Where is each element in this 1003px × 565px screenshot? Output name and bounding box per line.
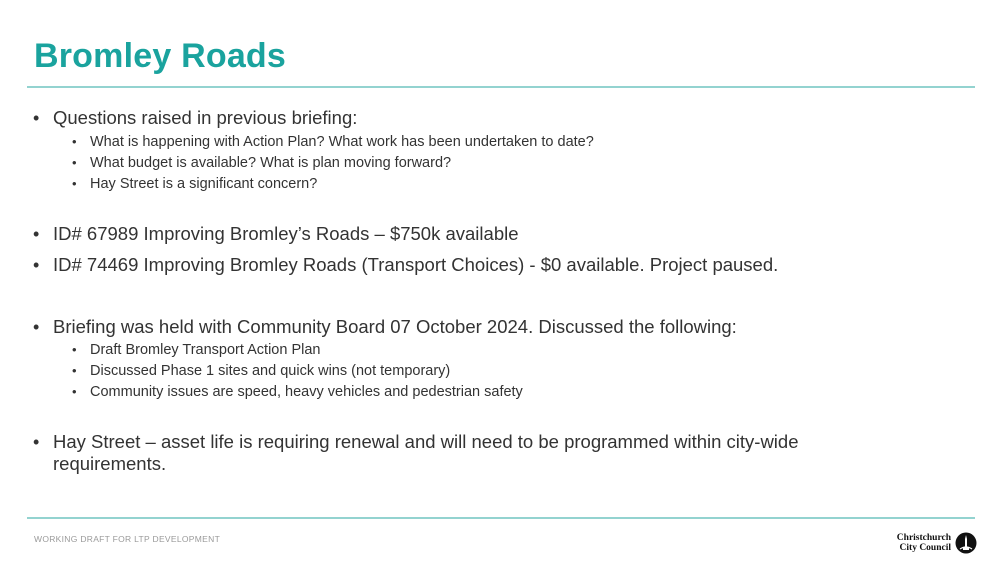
- sub-bullet-item: [72, 341, 872, 359]
- sub-bullet-item: [72, 154, 872, 172]
- bullet-icon: •: [72, 363, 77, 378]
- bullet-text: ID# 74469 Improving Bromley Roads (Transport Choices) - $0 available. Project paused.: [53, 254, 779, 275]
- bullet-text: Questions raised in previous briefing:: [53, 107, 358, 128]
- cathedral-emblem-icon: [955, 532, 977, 554]
- bullet-icon: •: [33, 255, 40, 275]
- bullet-text: ID# 67989 Improving Bromley’s Roads – $750k available: [53, 223, 519, 244]
- sub-bullet-text: What is happening with Action Plan? What work has been undertaken to date?: [90, 134, 594, 150]
- sub-bullet-text: Discussed Phase 1 sites and quick wins (not temporary): [90, 363, 451, 379]
- bullet-icon: •: [72, 155, 77, 170]
- sub-bullet-text: Community issues are speed, heavy vehicles and pedestrian safety: [90, 384, 523, 400]
- bullet-text: Briefing was held with Community Board 07 October 2024. Discussed the following:: [53, 316, 737, 337]
- bullet-item: [33, 254, 873, 276]
- sub-bullet-text: Hay Street is a significant concern?: [90, 176, 318, 192]
- logo-wordmark: [897, 533, 951, 553]
- bullet-text: Hay Street – asset life is requiring renewal and will need to be programmed within city-wide requirements.: [53, 431, 799, 474]
- sub-bullet-item: [72, 383, 872, 401]
- logo-line-1: Christchurch: [896, 533, 951, 543]
- bullet-icon: •: [72, 176, 77, 191]
- bullet-item: [33, 316, 873, 338]
- bullet-item: [33, 223, 873, 245]
- sub-bullet-text: Draft Bromley Transport Action Plan: [90, 342, 321, 358]
- sub-bullet-item: [72, 175, 872, 193]
- sub-bullet-item: [72, 133, 872, 151]
- bullet-icon: •: [33, 224, 40, 244]
- sub-bullet-item: [72, 362, 872, 380]
- bullet-icon: •: [33, 108, 40, 128]
- logo-line-2: City Council: [899, 543, 951, 553]
- bullet-item: [33, 107, 873, 129]
- footer-divider: [27, 517, 975, 519]
- bullet-icon: •: [72, 384, 77, 399]
- bullet-icon: •: [72, 134, 77, 149]
- slide-title: Bromley Roads: [34, 37, 287, 75]
- sub-bullet-text: What budget is available? What is plan moving forward?: [90, 155, 452, 171]
- council-logo: [893, 531, 977, 555]
- title-divider: [27, 86, 975, 88]
- bullet-item: [33, 431, 863, 475]
- bullet-icon: •: [33, 432, 40, 452]
- bullet-icon: •: [33, 317, 40, 337]
- bullet-icon: •: [72, 342, 77, 357]
- footer-note: WORKING DRAFT FOR LTP DEVELOPMENT: [34, 534, 221, 544]
